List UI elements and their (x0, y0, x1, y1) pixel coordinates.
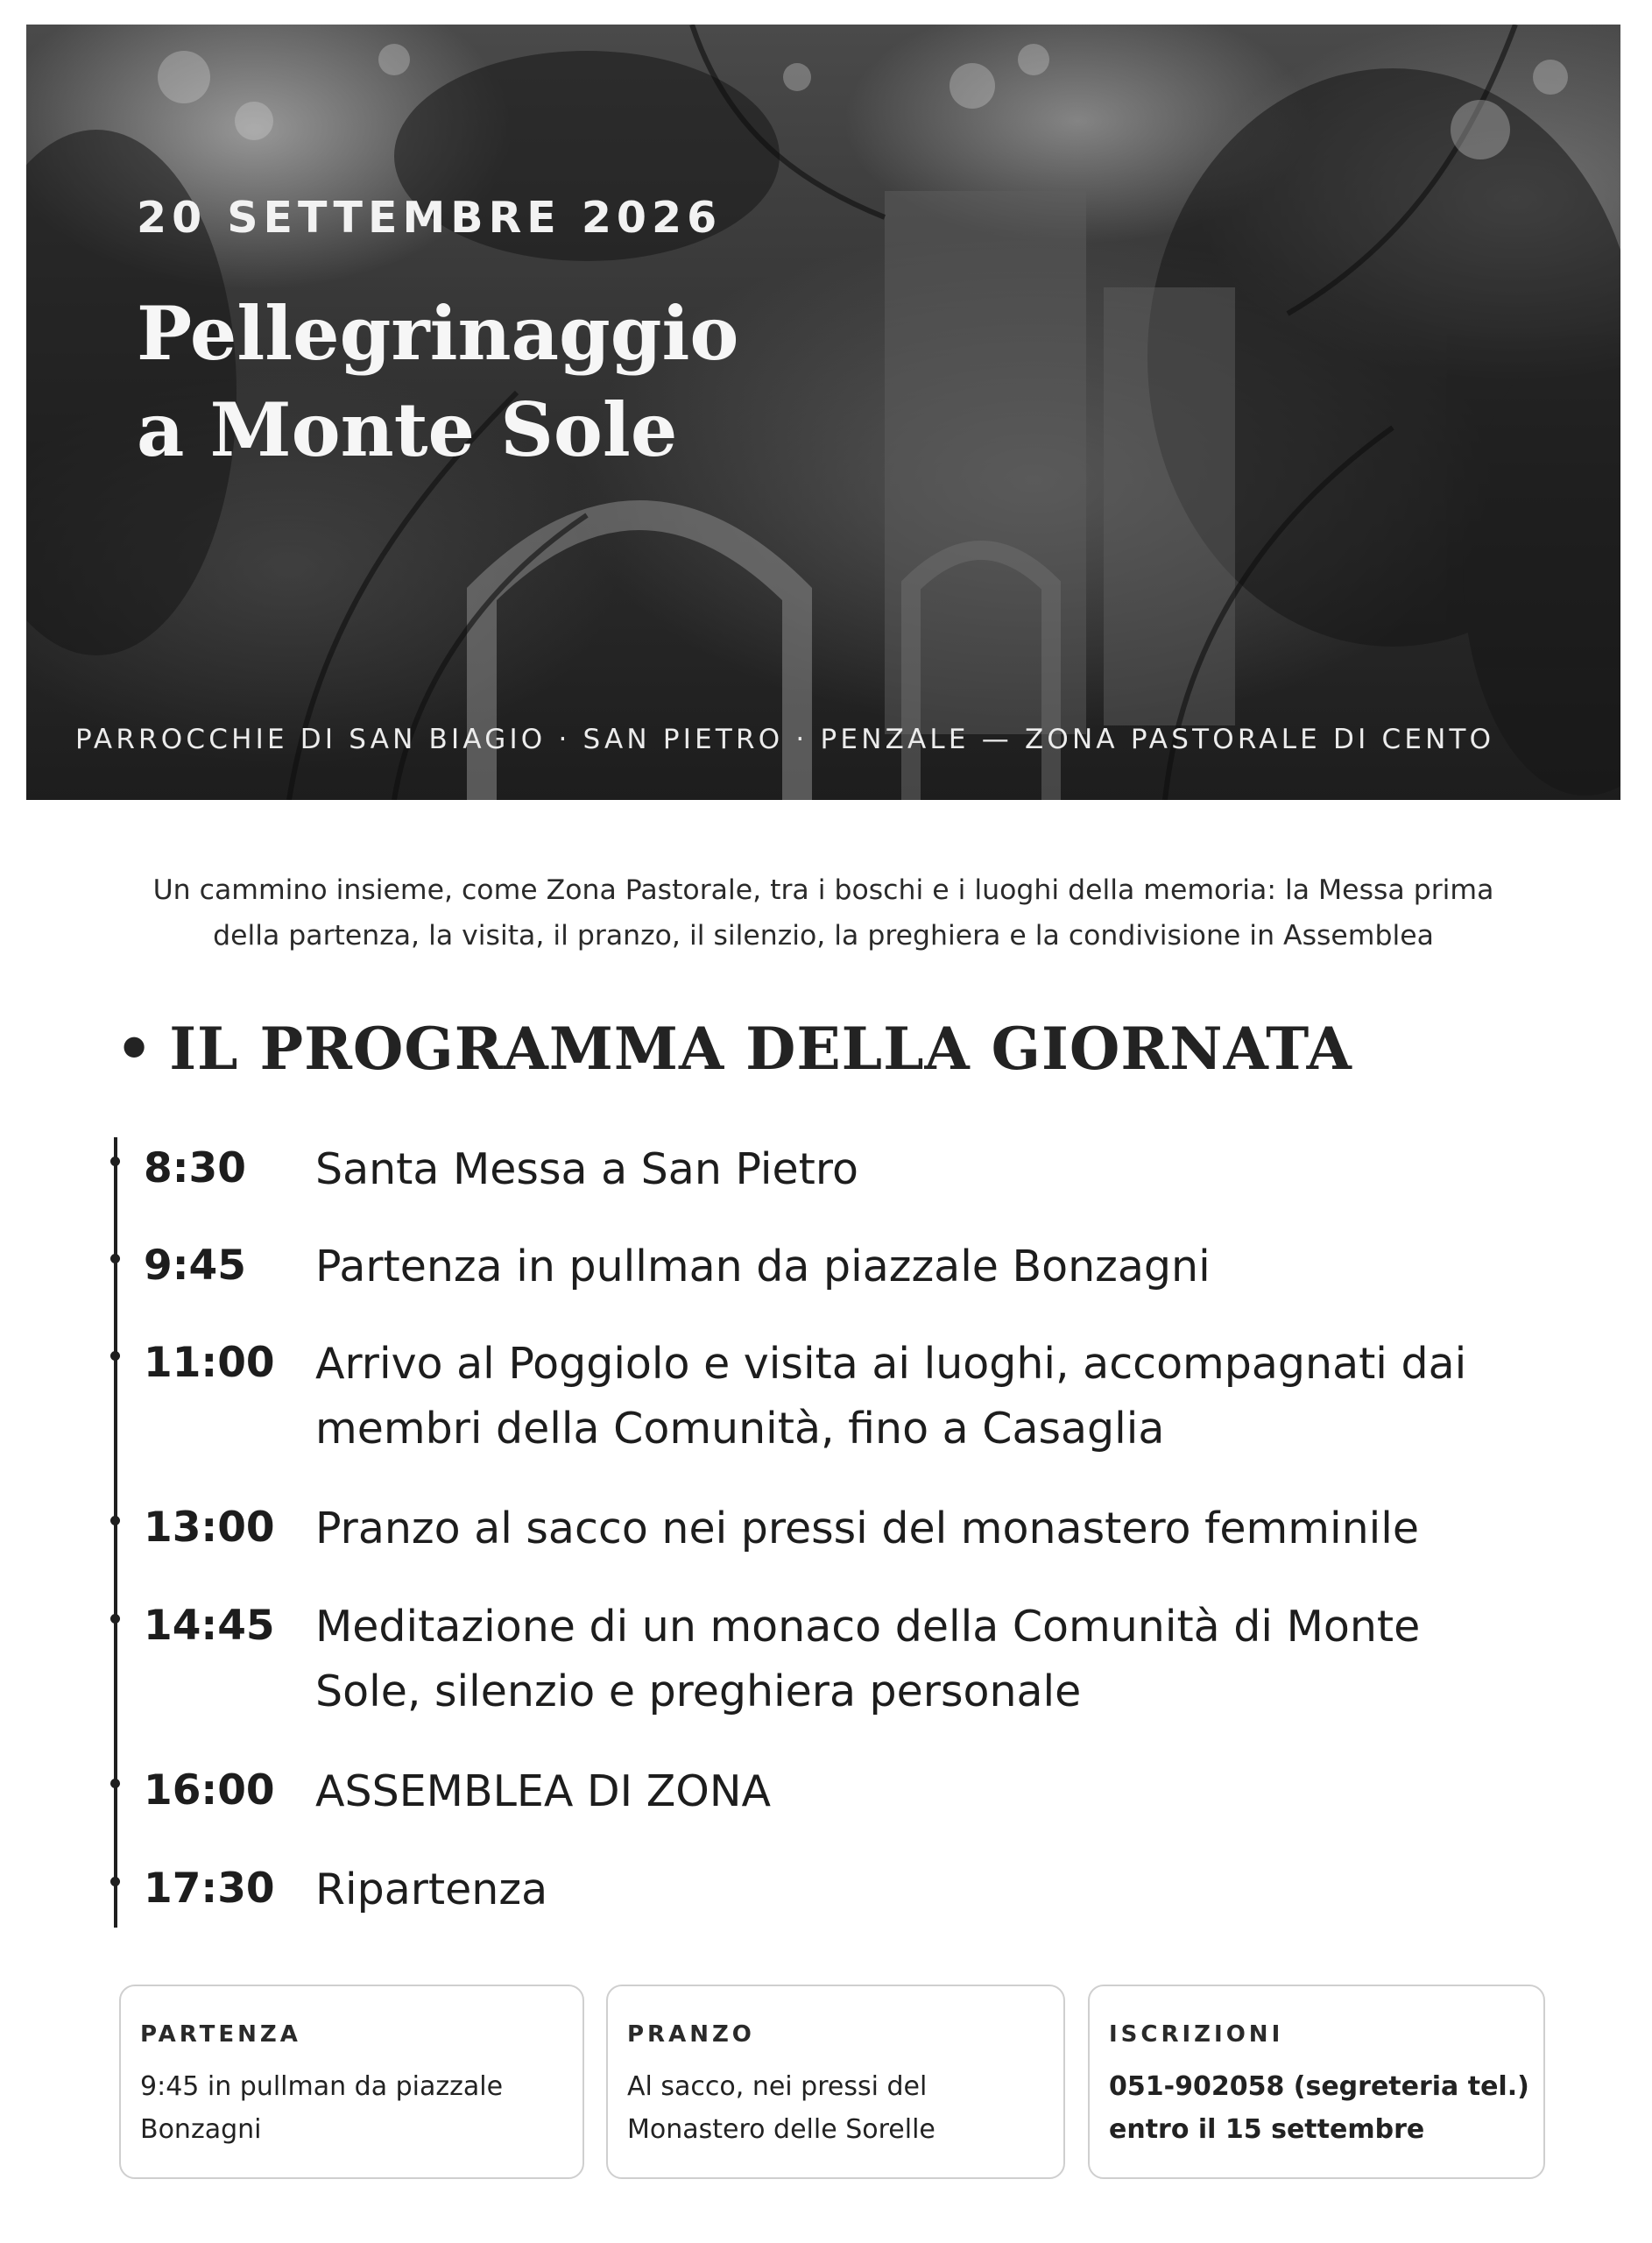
schedule-time: 17:30 (144, 1864, 275, 1913)
schedule-description (315, 1857, 1559, 1922)
timeline-dot-icon (110, 1254, 120, 1263)
intro-text (96, 867, 1550, 959)
schedule-description-line: Arrivo al Poggiolo e visita ai luoghi, accompagnati dai (315, 1339, 1467, 1389)
event-title-line-2: a Monte Sole (137, 386, 678, 473)
schedule-time: 8:30 (144, 1144, 246, 1192)
schedule-time: 14:45 (144, 1602, 275, 1650)
schedule-description (315, 1137, 1559, 1202)
card-body-line: 051-902058 (segreteria tel.) (1109, 2071, 1529, 2102)
card-body-line: entro il 15 settembre (1109, 2114, 1425, 2145)
card-body (1109, 2065, 1543, 2151)
schedule-description-line: membri della Comunità, fino a Casaglia (315, 1404, 1165, 1454)
info-card-pranzo (606, 1985, 1065, 2179)
schedule-time: 11:00 (144, 1339, 275, 1387)
header-banner (26, 25, 1620, 800)
schedule-description-line: Pranzo al sacco nei pressi del monastero femminile (315, 1504, 1420, 1553)
event-date: 20 SETTEMBRE 2026 (137, 193, 723, 243)
schedule-description-line: Partenza in pullman da piazzale Bonzagni (315, 1242, 1211, 1291)
schedule-description-line: Santa Messa a San Pietro (315, 1144, 858, 1194)
info-card-partenza (119, 1985, 584, 2179)
card-body-line: Al sacco, nei pressi del (627, 2071, 928, 2102)
card-body (140, 2065, 582, 2151)
event-title (137, 286, 925, 478)
timeline-dot-icon (110, 1516, 120, 1525)
card-label: PARTENZA (140, 2021, 301, 2048)
intro-line-2: della partenza, la visita, il pranzo, il silenzio, la preghiera e la condivisione in Assemblea (213, 920, 1434, 952)
card-label: PRANZO (627, 2021, 755, 2048)
schedule-description (315, 1759, 1559, 1824)
timeline-dot-icon (110, 1157, 120, 1166)
event-title-line-1: Pellegrinaggio (137, 290, 739, 377)
programme-heading (116, 1015, 1352, 1083)
card-body (627, 2065, 1063, 2151)
intro-line-1: Un cammino insieme, come Zona Pastorale, tra i boschi e i luoghi della memoria: la Messa prima (152, 874, 1494, 906)
programme-heading-text: IL PROGRAMMA DELLA GIORNATA (169, 1015, 1352, 1083)
timeline-dot-icon (110, 1877, 120, 1886)
schedule-description-line: Meditazione di un monaco della Comunità di Monte (315, 1602, 1421, 1652)
card-label: ISCRIZIONI (1109, 2021, 1284, 2048)
schedule-description-line: ASSEMBLEA DI ZONA (315, 1766, 772, 1816)
schedule-description (315, 1497, 1559, 1561)
card-body-line: 9:45 in pullman da piazzale (140, 2071, 504, 2102)
bullet-icon: • (116, 1015, 154, 1083)
schedule-description (315, 1332, 1559, 1461)
timeline-dot-icon (110, 1351, 120, 1361)
schedule-time: 9:45 (144, 1242, 246, 1290)
timeline-dot-icon (110, 1614, 120, 1624)
schedule-time: 13:00 (144, 1504, 275, 1552)
schedule-description (315, 1595, 1559, 1724)
schedule-time: 16:00 (144, 1766, 275, 1815)
card-body-line: Monastero delle Sorelle (627, 2114, 935, 2145)
timeline-dot-icon (110, 1779, 120, 1788)
schedule-description-line: Sole, silenzio e preghiera personale (315, 1666, 1082, 1716)
organizing-parishes: PARROCCHIE DI SAN BIAGIO · SAN PIETRO · PENZALE — ZONA PASTORALE DI CENTO (75, 724, 1495, 755)
schedule-description-line: Ripartenza (315, 1864, 548, 1914)
card-body-line: Bonzagni (140, 2114, 262, 2145)
info-card-iscrizioni (1088, 1985, 1545, 2179)
schedule-description (315, 1235, 1559, 1299)
